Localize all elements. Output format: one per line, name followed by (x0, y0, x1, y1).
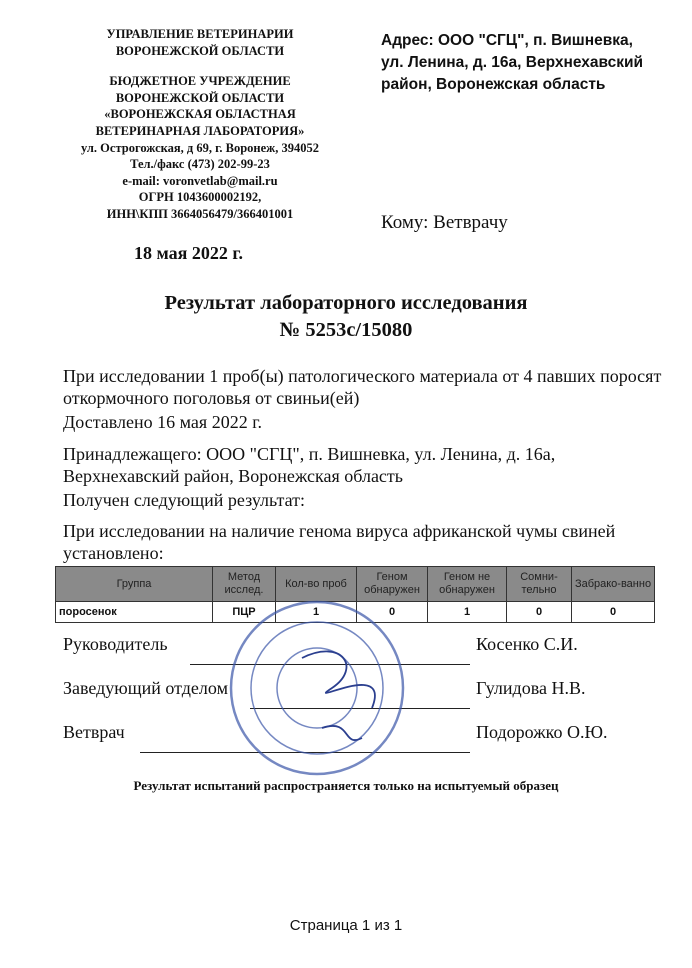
org-line: Тел./факс (473) 202-99-23 (130, 157, 270, 172)
official-stamp (222, 598, 412, 778)
paragraph-result-intro: Получен следующий результат: (63, 490, 306, 510)
cell: 0 (357, 602, 428, 623)
signature-role: Ветврач (63, 722, 125, 742)
column-header: Геном не обнаружен (428, 567, 507, 602)
org-line: ОГРН 1043600002192, (138, 190, 262, 205)
org-line: «ВОРОНЕЖСКАЯ ОБЛАСТНАЯ (104, 107, 296, 122)
signature-line (140, 752, 470, 753)
cell: 0 (507, 602, 572, 623)
signatory-name: Косенко С.И. (476, 634, 578, 654)
table-row (56, 602, 655, 623)
org-line: ВОРОНЕЖСКОЙ ОБЛАСТИ (115, 43, 285, 58)
org-line: e-mail: voronvetlab@mail.ru (122, 173, 278, 188)
column-header: Кол-во проб (276, 567, 357, 602)
org-line: ВЕТЕРИНАРНАЯ ЛАБОРАТОРИЯ» (95, 123, 305, 138)
paragraph-sample: При исследовании 1 проб(ы) патологического материала от 4 павших поросят откормочного поголовья от свиньи(ей) (63, 366, 662, 408)
address-line: ул. Ленина, д. 16а, Верхнехавский (381, 54, 644, 71)
cell: 0 (572, 602, 655, 623)
cell: поросенок (56, 602, 213, 623)
signatory-name: Гулидова Н.В. (476, 678, 586, 698)
column-header: Забрако-ванно (572, 567, 655, 602)
table-header-row (56, 567, 655, 602)
page-number: Страница 1 из 1 (289, 917, 403, 934)
organization-header (50, 26, 350, 223)
recipient-address (381, 30, 681, 96)
cell: 1 (428, 602, 507, 623)
signature-line (250, 708, 470, 709)
paragraph-test: При исследовании на наличие генома вируса африканской чумы свиней установлено: (63, 521, 616, 563)
org-line: ВОРОНЕЖСКОЙ ОБЛАСТИ (115, 90, 285, 105)
cell: ПЦР (213, 602, 276, 623)
org-line: БЮДЖЕТНОЕ УЧРЕЖДЕНИЕ (109, 74, 291, 89)
org-line: ул. Острогожская, д 69, г. Воронеж, 394052 (80, 140, 319, 155)
address-line: район, Воронежская область (381, 76, 606, 93)
signature-role: Руководитель (63, 634, 168, 654)
document-date: 18 мая 2022 г. (134, 243, 244, 263)
results-table (55, 566, 655, 623)
column-header: Метод исслед. (213, 567, 276, 602)
column-header: Геном обнаружен (357, 567, 428, 602)
org-line: УПРАВЛЕНИЕ ВЕТЕРИНАРИИ (106, 27, 294, 41)
address-line: Адрес: ООО "СГЦ", п. Вишневка, (381, 32, 633, 49)
recipient: Кому: Ветврачу (381, 212, 508, 233)
document-number: № 5253с/15080 (279, 319, 413, 341)
signatory-name: Подорожко О.Ю. (476, 722, 608, 742)
cell: 1 (276, 602, 357, 623)
column-header: Сомни-тельно (507, 567, 572, 602)
disclaimer-note: Результат испытаний распространяется только на испытуемый образец (133, 778, 559, 793)
column-header: Группа (56, 567, 213, 602)
org-line: ИНН\КПП 3664056479/366401001 (106, 206, 294, 221)
paragraph-delivered: Доставлено 16 мая 2022 г. (63, 412, 263, 432)
paragraph-owner: Принадлежащего: ООО "СГЦ", п. Вишневка, ул. Ленина, д. 16а, Верхнехавский район, Воронежская область (63, 444, 556, 486)
signature-role: Заведующий отделом (63, 678, 228, 698)
signature-line (190, 664, 470, 665)
document-title (0, 290, 692, 344)
title-line: Результат лабораторного исследования (164, 292, 528, 314)
